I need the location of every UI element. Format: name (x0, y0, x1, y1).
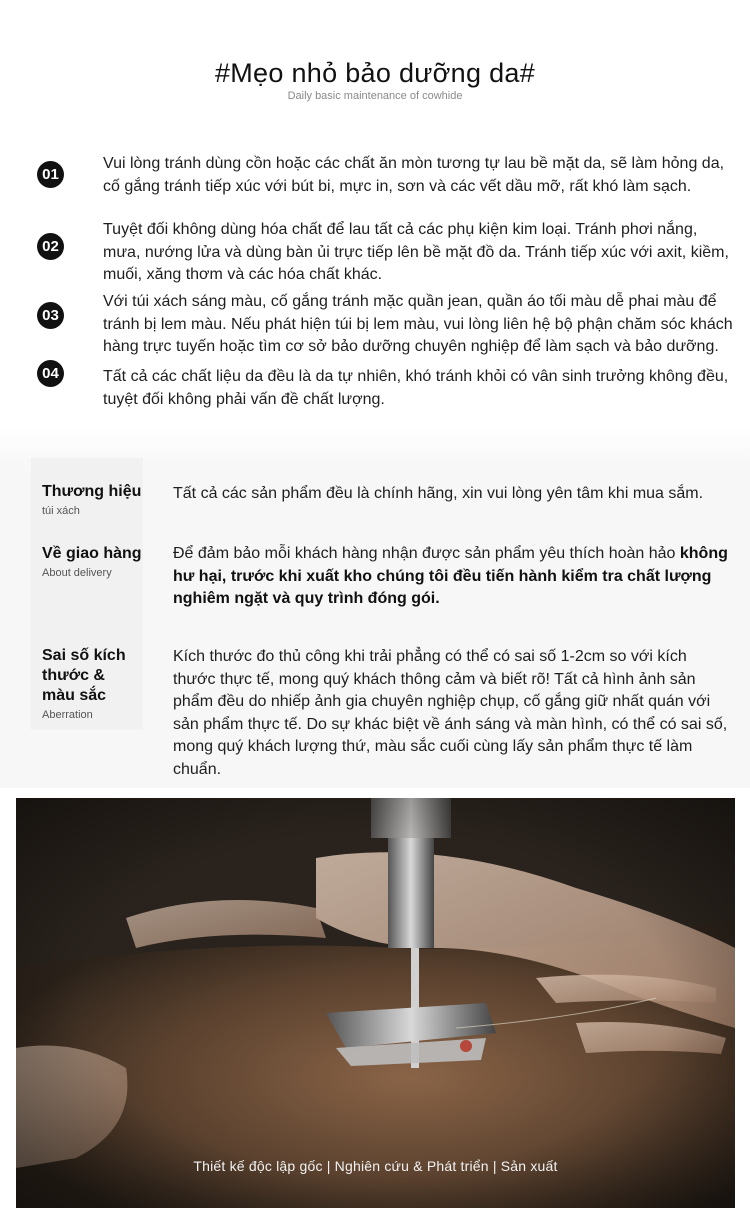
product-info-section (0, 428, 750, 788)
info-heading (42, 646, 142, 722)
info-text-bold: không hư hại, trước khi xuất kho chúng tôi đều tiến hành kiểm tra chất lượng nghiêm ngặt và quy trình đóng gói. (173, 545, 728, 607)
tip-text: Tất cả các chất liệu da đều là da tự nhiên, khó tránh khỏi có vân sinh trưởng không đều, tuyệt đối không phải vấn đề chất lượng. (103, 368, 729, 408)
info-title: Thương hiệu (42, 483, 142, 500)
info-subtitle: Aberration (42, 709, 93, 721)
tip-number-badge: 04 (37, 360, 64, 387)
info-title: Sai số kích thước & màu sắc (42, 647, 126, 704)
page-subtitle: Daily basic maintenance of cowhide (287, 90, 463, 102)
tip-text: Vui lòng tránh dùng cồn hoặc các chất ăn mòn tương tự lau bề mặt da, sẽ làm hỏng da, cố gắng tránh tiếp xúc với bút bi, mực in, sơn và các vết dầu mỡ, rất khó làm sạch. (103, 155, 725, 195)
tip-number-badge: 03 (37, 302, 64, 329)
info-heading (42, 482, 142, 518)
page-title: #Mẹo nhỏ bảo dưỡng da# (214, 58, 536, 88)
tip-number-badge: 02 (37, 233, 64, 260)
tip-text: Với túi xách sáng màu, cố gắng tránh mặc quần jean, quần áo tối màu dễ phai màu để tránh bị lem màu. Nếu phát hiện túi bị lem màu, vui lòng liên hệ bộ phận chăm sóc khách hàng trực tuyến hoặc tìm cơ sở bảo dưỡng chuyên nghiệp để làm sạch và bảo dưỡng. (103, 293, 733, 355)
info-text: Kích thước đo thủ công khi trải phẳng có thể có sai số 1-2cm so với kích thước thực tế, mong quý khách thông cảm và biết rõ! Tất cả hình ảnh sản phẩm đều do nhiếp ảnh gia chuyên nghiệp chụp, cố gắng giữ nhất quán với sản phẩm thực tế. Do sự khác biệt về ánh sáng và màn hình, có thể có sai số, mong quý khách lượng thứ, màu sắc cuối cùng lấy sản phẩm thực tế làm chuẩn. (173, 648, 728, 778)
photo-caption: Thiết kế độc lập gốc | Nghiên cứu & Phát triển | Sản xuất (193, 1158, 558, 1174)
page-header (0, 56, 750, 102)
tip-number-badge: 01 (37, 161, 64, 188)
info-text (173, 543, 733, 611)
info-title: Về giao hàng (42, 545, 142, 562)
info-subtitle: About delivery (42, 567, 112, 579)
info-text: Tất cả các sản phẩm đều là chính hãng, xin vui lòng yên tâm khi mua sắm. (173, 485, 704, 502)
sewing-scene-illustration (16, 798, 735, 1208)
info-subtitle: túi xách (42, 505, 80, 517)
sewing-machine-photo (16, 798, 735, 1208)
info-text-plain: Để đảm bảo mỗi khách hàng nhận được sản phẩm yêu thích hoàn hảo (173, 545, 680, 562)
info-heading (42, 544, 142, 580)
tip-text: Tuyệt đối không dùng hóa chất để lau tất cả các phụ kiện kim loại. Tránh phơi nắng, mưa, nướng lửa và dùng bàn ủi trực tiếp lên bề mặt đồ da. Tránh tiếp xúc với axit, kiềm, muối, xăng thơm và các hóa chất khác. (103, 221, 729, 283)
